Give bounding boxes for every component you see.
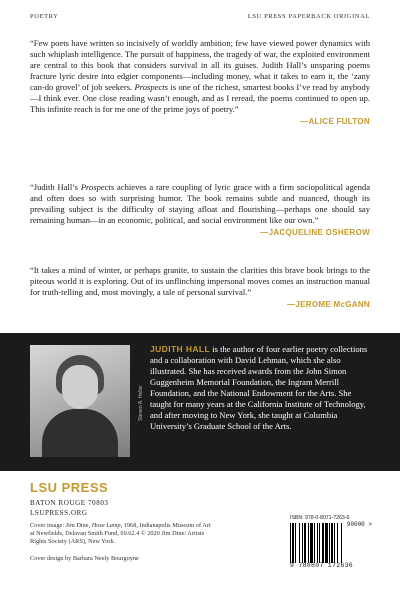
photo-body	[42, 409, 118, 457]
author-name: JUDITH HALL	[150, 344, 211, 354]
blurb-3-text	[30, 265, 370, 298]
barcode-block	[290, 515, 372, 569]
blurb-2	[30, 182, 370, 238]
cover-credit-title: Hose Lamp	[91, 522, 121, 529]
price-code: 90000 >	[346, 521, 372, 528]
barcode-bars	[290, 523, 372, 563]
photo-credit	[134, 360, 142, 450]
cover-credit-pre: Cover image: Jim Dine,	[30, 522, 92, 529]
blurb-2-pre: “Judith Hall’s	[30, 182, 81, 192]
cover-credit-post: , 1968, Indianapolis Museum of Art at Newfields, Delavan Smith Fund, 69.62.4 © 2020 Jim Dine/ Artists Rights Society (ARS), New York.	[30, 522, 211, 545]
blurb-1-author: —ALICE FULTON	[300, 117, 370, 126]
barcode-digits: 9 780807 172636	[290, 562, 354, 569]
blurb-1-pre: “Few poets have written so incisively of worldly ambition; few have viewed power dynamics with such whiplash intelligence. The pursuit of happiness, the tragedy of war, the exploited environment are central to this book that considers survival in all its guises. Judith Hall’s unsparing poems fracture lyric desire into edgier components—including money, what it takes to earn it, the ‘zany can-do grovel’ of job seekers.	[30, 38, 370, 92]
blurb-2-post: achieves a rare coupling of lyric grace with a firm sociopolitical agenda and often does so with surprising humor. The book remains subtle and nuanced, though its prevailing subject is the difficulty of staying afloat and flourishing—perhaps one should say remaining human—in an economic, political, and social environment like our own.”	[30, 182, 371, 225]
isbn-label: ISBN: 978-0-8071-7263-6	[290, 515, 350, 521]
author-bio	[150, 344, 372, 432]
blurb-1-title: Prospects	[134, 82, 168, 92]
category-label: POETRY	[30, 13, 59, 20]
publisher-site: LSUPRESS.ORG	[30, 509, 88, 517]
blurb-1	[30, 38, 370, 127]
author-photo	[30, 345, 130, 457]
header-row	[30, 13, 370, 20]
publisher-city: BATON ROUGE 70803	[30, 499, 109, 507]
photo-face	[62, 365, 98, 409]
series-label: LSU PRESS PAPERBACK ORIGINAL	[247, 13, 370, 20]
blurb-1-post: is one of the richest, smartest books I’ve read by anybody—I think ever. One close reading wasn’t enough, and as I reread, the poems continued to open up. This infinite reach is for me one of the prime joys of poetry.”	[30, 82, 370, 114]
blurb-3-author: —JEROME McGANN	[287, 300, 370, 309]
cover-credit	[30, 522, 215, 546]
publisher-block	[30, 480, 109, 517]
blurb-2-author: —JACQUELINE OSHEROW	[260, 228, 370, 237]
author-bio-text: is the author of four earlier poetry collections and a collaboration with David Lehman, which she also illustrated. She has received awards from the John Simon Guggenheim Memorial Foundation, the Ingram Merrill Foundation, and the National Endowment for the Arts. She taught for many years at the California Institute of Technology, and after moving to New York, she taught at Columbia University’s Graduate School of the Arts.	[150, 344, 368, 431]
design-credit: Cover design by Barbara Neely Bourgoyne	[30, 555, 139, 562]
blurb-1-text	[30, 38, 370, 115]
photo-credit-text: Steven A. Heller	[138, 385, 144, 421]
blurb-3-pre: “It takes a mind of winter, or perhaps granite, to sustain the clarities this brave book brings to the piteous world it is exploring. Out of its unflinching impersonal moves comes an instruction manual for truth-telling and, most movingly, a tale of personal survival.”	[30, 265, 370, 297]
barcode-bar	[343, 523, 344, 563]
blurb-2-title: Prospects	[80, 182, 115, 192]
blurb-3	[30, 265, 370, 310]
blurb-2-text	[30, 182, 370, 226]
publisher-logo: LSU PRESS	[30, 480, 109, 495]
